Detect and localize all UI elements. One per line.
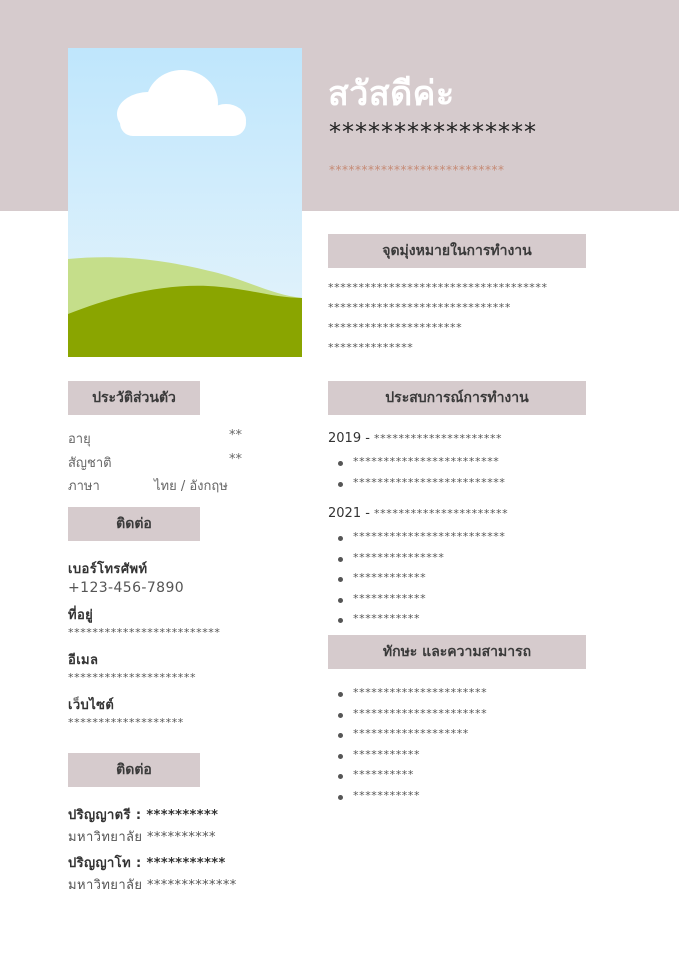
address-value: ************************* — [68, 626, 221, 639]
skills-list — [338, 683, 487, 807]
website-label: เว็บไซต์ — [68, 698, 115, 713]
nationality-value: ** — [229, 452, 242, 467]
list-item: ************************* — [338, 527, 506, 548]
list-item: *********** — [338, 745, 487, 766]
bachelor-degree: ปริญญาตรี : ********** — [68, 808, 219, 823]
job-items — [338, 527, 506, 630]
education-heading: ติดต่อ — [68, 753, 200, 787]
list-item: ************************* — [338, 473, 506, 494]
list-item: ********************** — [338, 683, 487, 704]
nationality-label: สัญชาติ — [68, 456, 112, 471]
job-year: 2019 - — [328, 431, 375, 446]
list-item: ************************ — [338, 452, 506, 473]
greeting: สวัสดีค่ะ — [328, 74, 455, 114]
subtitle: *************************** — [329, 163, 505, 177]
language-value: ไทย / อังกฤษ — [154, 479, 228, 494]
list-item: *************** — [338, 548, 506, 569]
job-items — [338, 452, 506, 493]
list-item: ********** — [338, 765, 487, 786]
language-label: ภาษา — [68, 479, 100, 494]
job-title: ********************* — [374, 432, 503, 445]
skills-heading: ทักษะ และความสามารถ — [328, 635, 586, 669]
experience-heading: ประสบการณ์การทำงาน — [328, 381, 586, 415]
profile-photo-placeholder — [68, 48, 302, 357]
master-school: มหาวิทยาลัย ************* — [68, 878, 237, 893]
list-item: ************ — [338, 568, 506, 589]
job-title: ********************** — [374, 507, 509, 520]
objective-line: ****************************** — [328, 301, 511, 314]
contact-heading: ติดต่อ — [68, 507, 200, 541]
address-label: ที่อยู่ — [68, 608, 94, 623]
job-header — [328, 431, 502, 446]
name: **************** — [329, 118, 537, 146]
list-item: *********** — [338, 786, 487, 807]
list-item: ******************* — [338, 724, 487, 745]
list-item: ********************** — [338, 704, 487, 725]
phone-value: +123-456-7890 — [68, 580, 185, 596]
objective-line: ************** — [328, 341, 414, 354]
job-header — [328, 506, 508, 521]
bachelor-school: มหาวิทยาลัย ********** — [68, 830, 216, 845]
job-year: 2021 - — [328, 506, 375, 521]
age-value: ** — [229, 428, 242, 443]
list-item: *********** — [338, 609, 506, 630]
website-value: ******************* — [68, 716, 184, 729]
list-item: ************ — [338, 589, 506, 610]
phone-label: เบอร์โทรศัพท์ — [68, 562, 148, 577]
objective-heading: จุดมุ่งหมายในการทำงาน — [328, 234, 586, 268]
objective-line: ************************************ — [328, 281, 548, 294]
landscape-image-icon — [68, 48, 302, 357]
email-value: ********************* — [68, 671, 197, 684]
age-label: อายุ — [68, 432, 91, 447]
objective-line: ********************** — [328, 321, 463, 334]
email-label: อีเมล — [68, 653, 99, 668]
master-degree: ปริญญาโท : *********** — [68, 856, 226, 871]
personal-heading: ประวัติส่วนตัว — [68, 381, 200, 415]
